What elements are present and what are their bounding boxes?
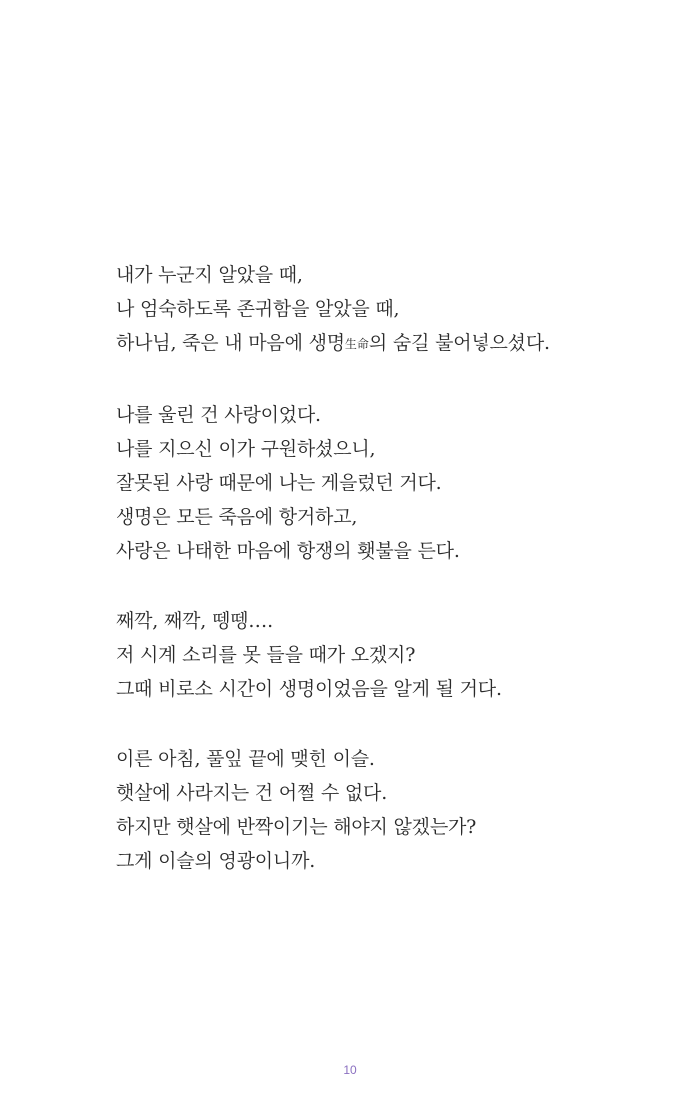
poem-line: 잘못된 사랑 때문에 나는 게을렀던 거다.	[116, 472, 442, 494]
poem-line: 나를 지으신 이가 구원하셨으니,	[116, 438, 376, 460]
poem-line: 나 엄숙하도록 존귀함을 알았을 때,	[116, 298, 400, 320]
stanza-4	[116, 742, 676, 878]
poem-line	[116, 326, 676, 362]
poem-line: 그때 비로소 시간이 생명이었음을 알게 될 거다.	[116, 678, 502, 700]
poem	[116, 258, 676, 878]
poem-line: 저 시계 소리를 못 들을 때가 오겠지?	[116, 644, 416, 666]
poem-line-text: 하나님, 죽은 내 마음에 생명	[116, 332, 345, 354]
stanza-1	[116, 258, 676, 362]
poem-line: 생명은 모든 죽음에 항거하고,	[116, 506, 358, 528]
poem-line-text: 의 숨길 불어넣으셨다.	[368, 332, 550, 354]
poem-line: 햇살에 사라지는 건 어쩔 수 없다.	[116, 782, 388, 804]
poem-line: 내가 누군지 알았을 때,	[116, 264, 303, 286]
poem-line: 그게 이슬의 영광이니까.	[116, 850, 316, 872]
stanza-3	[116, 604, 676, 706]
poem-line: 하지만 햇살에 반짝이기는 해야지 않겠는가?	[116, 816, 477, 838]
poem-line: 나를 울린 건 사랑이었다.	[116, 404, 321, 426]
poem-line: 째깍, 째깍, 뗑뗑….	[116, 610, 273, 632]
page-number: 10	[343, 1063, 357, 1077]
poem-line: 사랑은 나태한 마음에 항쟁의 횃불을 든다.	[116, 540, 460, 562]
poem-line: 이른 아침, 풀잎 끝에 맺힌 이슬.	[116, 748, 375, 770]
stanza-2	[116, 398, 676, 568]
hanja-annotation: 生命	[344, 337, 369, 351]
